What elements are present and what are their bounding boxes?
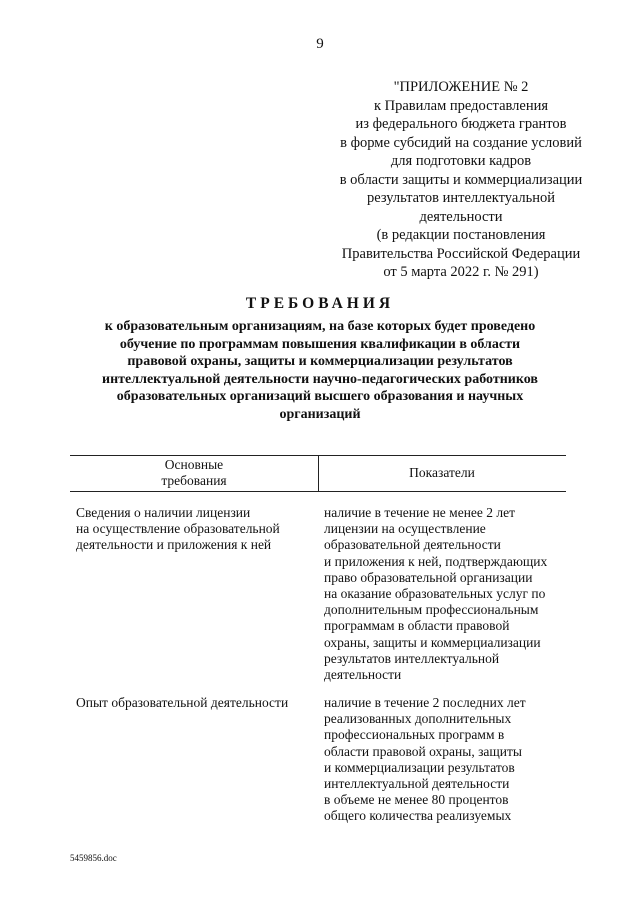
document-subtitle [70,318,570,423]
cell-line: на оказание образовательных услуг по [324,586,546,602]
cell-line: деятельности и приложения к ней [76,537,272,553]
file-name-footer: 5459856.doc [70,853,117,863]
table-header-indicators [318,465,566,481]
row2-indicator [324,695,526,825]
cell-line: интеллектуальной деятельности [324,776,510,792]
row1-requirement [76,505,280,554]
cell-line: результатов интеллектуальной [324,650,500,666]
cell-line: дополнительным профессиональным [324,602,539,618]
row2-requirement [76,695,288,711]
document-title: ТРЕБОВАНИЯ [245,295,395,312]
page-number: 9 [316,36,324,52]
appendix-line: из федерального бюджета грантов [355,116,567,132]
appendix-line: результатов интеллектуальной [366,190,556,206]
appendix-line: к Правилам предоставления [373,97,549,114]
table-header-requirements [70,457,318,489]
appendix-line: от 5 марта 2022 г. № 291) [383,264,539,280]
cell-line: деятельности [324,667,402,683]
subtitle-line: обучение по программам повышения квалификации в области [119,336,521,352]
requirements-table [70,455,570,875]
appendix-line: Правительства Российской Федерации [341,245,581,262]
subtitle-line: к образовательным организациям, на базе которых будет проведено [104,319,536,334]
header-line: Показатели [409,465,475,480]
row1-indicator [324,505,547,683]
cell-line: реализованных дополнительных [324,711,512,727]
appendix-header [296,78,626,282]
cell-line: общего количества реализуемых [324,808,512,824]
header-line: требования [161,473,227,488]
cell-line: Опыт образовательной деятельности [76,695,289,710]
cell-line: профессиональных программ в [324,727,505,743]
appendix-line: (в редакции постановления [376,227,546,243]
appendix-line: деятельности [419,208,503,225]
cell-line: наличие в течение не менее 2 лет [324,505,516,520]
header-line: Основные [164,457,224,472]
cell-line: образовательной деятельности [324,537,501,553]
cell-line: области правовой охраны, защиты [324,743,522,759]
cell-line: и приложения к ней, подтверждающих [324,553,548,569]
cell-line: и коммерциализации результатов [324,759,515,775]
subtitle-line: организаций [279,406,361,422]
subtitle-line: правовой охраны, защиты и коммерциализации результатов [127,354,513,369]
appendix-line: в области защиты и коммерциализации [339,171,583,188]
table-header-rule [70,491,566,492]
cell-line: Сведения о наличии лицензии [76,505,251,520]
subtitle-line: интеллектуальной деятельности научно-педагогических работников [102,371,538,387]
appendix-line: в форме субсидий на создание условий [340,134,582,151]
appendix-line: для подготовки кадров [390,153,532,169]
subtitle-line: образовательных организаций высшего образования и научных [116,389,524,404]
cell-line: наличие в течение 2 последних лет [324,695,526,710]
appendix-line: "ПРИЛОЖЕНИЕ № 2 [393,79,529,95]
cell-line: в объеме не менее 80 процентов [324,792,509,808]
cell-line: охраны, защиты и коммерциализации [324,634,541,650]
cell-line: лицензии на осуществление [324,521,486,537]
cell-line: на осуществление образовательной [76,521,280,537]
cell-line: программам в области правовой [324,618,510,634]
cell-line: право образовательной организации [324,569,533,585]
